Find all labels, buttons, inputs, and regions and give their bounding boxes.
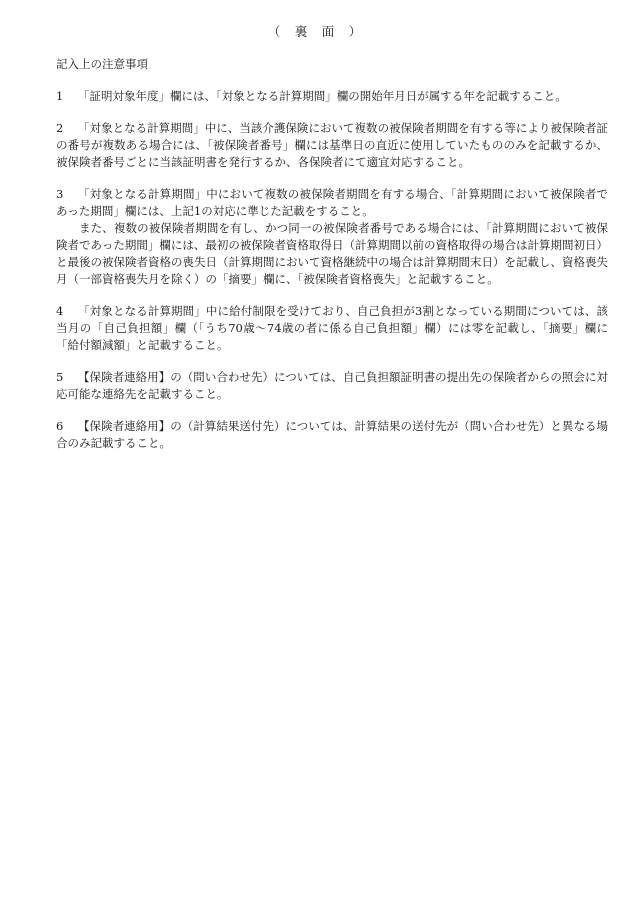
note-item-5 (56, 369, 608, 403)
note-text: 【保険者連絡用】の（計算結果送付先）については、計算結果の送付先が（問い合わせ先）と異なる場合のみ記載すること。 (56, 419, 608, 450)
note-number: 6 (56, 419, 64, 433)
notes-heading: 記入上の注意事項 (56, 57, 148, 71)
note-paragraph-continued: また、複数の被保険者期間を有し、かつ同一の被保険者番号である場合には、「計算期間において被保険者であった期間」欄には、最初の被保険者資格取得日（計算期間以前の資格取得の場合は計算期間初日）と最後の被保険者資格の喪失日（計算期間において資格継続中の場合は計算期間末日）を記載し、資格喪失月（一部資格喪失月を除く）の「摘要」欄に、「被保険者資格喪失」と記載すること。 (56, 221, 608, 286)
note-text: 「対象となる計算期間」中に給付制限を受けており、自己負担が3割となっている期間については、該当月の「自己負担額」欄（「うち70歳～74歳の者に係る自己負担額」欄）には零を記載し、「摘要」欄に「給付額減額」と記載すること。 (56, 304, 608, 352)
note-item-1 (56, 88, 608, 105)
note-item-3 (56, 186, 608, 288)
note-item-6 (56, 418, 608, 452)
note-paragraph (56, 418, 608, 452)
page-side-label: （ 裏 面 ） (267, 24, 363, 39)
note-number: 1 (56, 89, 64, 103)
note-text: 「証明対象年度」欄には、「対象となる計算期間」欄の開始年月日が属する年を記載すること。 (78, 89, 567, 103)
note-number: 2 (56, 121, 64, 135)
note-paragraph (56, 88, 608, 105)
note-paragraph (56, 186, 608, 220)
note-item-4 (56, 303, 608, 354)
note-text: 【保険者連絡用】の（問い合わせ先）については、自己負担額証明書の提出先の保険者からの照会に対応可能な連絡先を記載すること。 (56, 370, 608, 401)
notes-list (56, 88, 608, 467)
note-paragraph (56, 369, 608, 403)
note-text: 「対象となる計算期間」中において複数の被保険者期間を有する場合、「計算期間において被保険者であった期間」欄には、上記1の対応に準じた記載をすること。 (56, 187, 608, 218)
note-text: 「対象となる計算期間」中に、当該介護保険において複数の被保険者期間を有する等により被保険者証の番号が複数ある場合には、「被保険者番号」欄には基準日の直近に使用していたもののみを記載するか、被保険者番号ごとに当該証明書を発行するか、各保険者にて適宜対応すること。 (56, 121, 608, 169)
note-paragraph (56, 303, 608, 354)
note-number: 5 (56, 370, 64, 384)
note-number: 4 (56, 304, 64, 318)
note-paragraph (56, 120, 608, 171)
note-number: 3 (56, 187, 64, 201)
note-item-2 (56, 120, 608, 171)
